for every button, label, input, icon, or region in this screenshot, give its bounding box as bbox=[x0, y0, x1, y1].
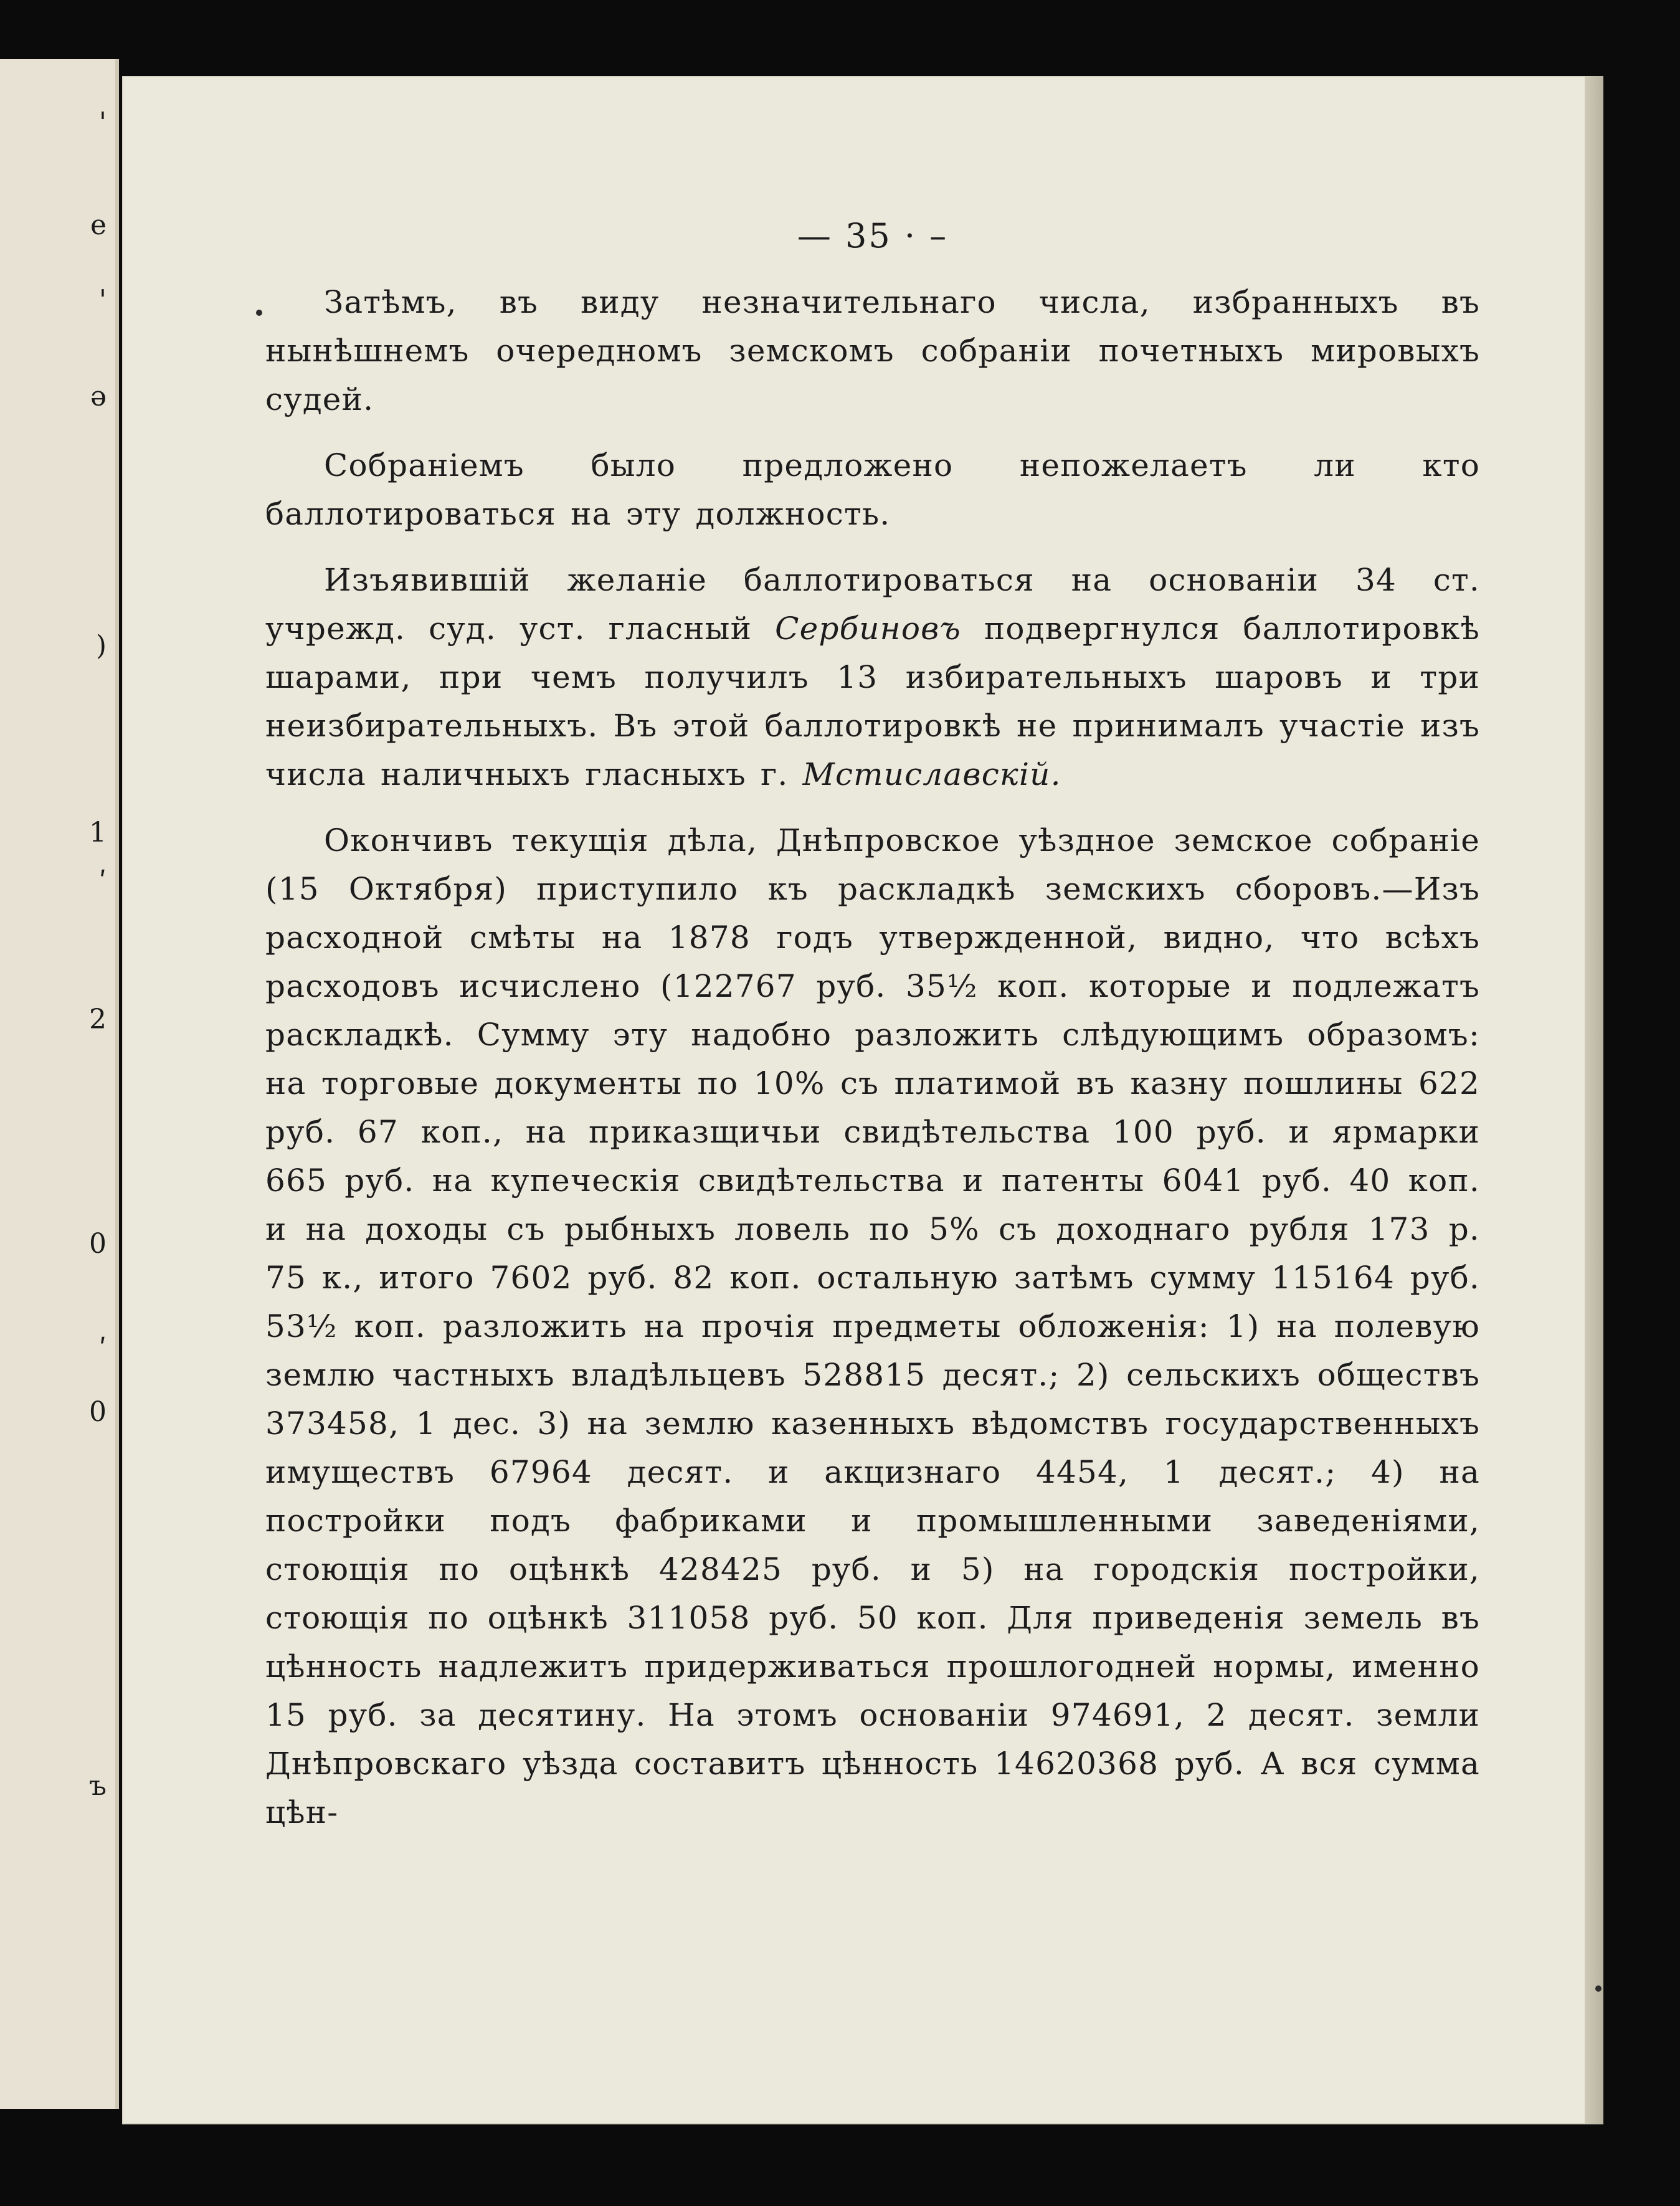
left-fragment: ǝ bbox=[90, 381, 107, 412]
left-fragment: ' bbox=[98, 284, 107, 316]
left-fragment: ʹ bbox=[98, 867, 107, 898]
adjacent-left-page bbox=[0, 59, 119, 2109]
text-run: Собраніемъ было предложено непожелаетъ ли кто баллотироваться на эту должность. bbox=[265, 447, 1480, 532]
left-fragment: 0 bbox=[89, 1396, 107, 1428]
ink-speck bbox=[256, 310, 262, 316]
left-fragment: 0 bbox=[89, 1228, 107, 1260]
left-fragment: ) bbox=[95, 630, 107, 662]
text-run: Изъявившій желаніе баллотироваться на основаніи 34 ст. учрежд. суд. уст. гласный bbox=[265, 562, 1480, 647]
paragraph bbox=[265, 816, 1480, 1837]
left-page-text-fragments bbox=[63, 59, 107, 2109]
book-page bbox=[122, 76, 1603, 2124]
page-edge-shadow bbox=[1585, 76, 1603, 2124]
left-fragment: ъ bbox=[89, 1770, 107, 1802]
italic-name: Сербиновъ bbox=[775, 611, 961, 647]
paragraph bbox=[265, 556, 1480, 799]
paragraph bbox=[265, 278, 1480, 424]
text-run: Окончивъ текущія дѣла, Днѣпровское уѣздное земское собраніе (15 Октября) приступило къ раскладкѣ земскихъ сборовъ.—Изъ расходной смѣты на 1878 годъ утвержденной, видно, что всѣхъ расходовъ исчислено (122767 руб. 35½ коп. которые и подлежатъ раскладкѣ. Сумму эту надобно разложить слѣдующимъ образомъ: на торговые документы по 10% съ платимой въ казну пошлины 622 руб. 67 коп., на приказщичьи свидѣтельства 100 руб. и ярмарки 665 руб. на купеческія свидѣтельства и патенты 6041 руб. 40 коп. и на доходы съ рыбныхъ ловель по 5% съ доходнаго рубля 173 р. 75 к., итого 7602 руб. 82 коп. остальную затѣмъ сумму 115164 руб. 53½ коп. разложить на прочія предметы обложенія: 1) на полевую землю частныхъ владѣльцевъ 528815 десят.; 2) сельскихъ обществъ 373458, 1 дес. 3) на землю казенныхъ вѣдомствъ государственныхъ имуществъ 67964 десят. и акцизнаго 4454, 1 десят.; 4) на постройки подъ фабриками и промышленными заведеніями, стоющія по оцѣнкѣ 428425 руб. и 5) на городскія постройки, стоющія по оцѣнкѣ 311058 руб. 50 коп. Для приведенія земель въ цѣнность надлежитъ придерживаться прошлогодней нормы, именно 15 руб. за десятину. На этомъ основаніи 974691, 2 десят. земли Днѣпровскаго уѣзда составитъ цѣнность 14620368 руб. А вся сумма цѣн- bbox=[265, 822, 1480, 1830]
left-fragment: ʹ bbox=[98, 1334, 107, 1366]
left-fragment: e bbox=[90, 209, 107, 241]
text-run: подвергнулся баллотировкѣ шарами, при чемъ получилъ 13 избирательныхъ шаровъ и три неизбирательныхъ. Въ этой баллотировкѣ не принималъ участіе изъ числа наличныхъ гласныхъ г. bbox=[265, 611, 1480, 792]
left-fragment: ' bbox=[98, 107, 107, 138]
text-run: Затѣмъ, въ виду незначительнаго числа, избранныхъ въ нынѣшнемъ очередномъ земскомъ собраніи почетныхъ мировыхъ судей. bbox=[265, 284, 1480, 417]
italic-name: Мстиславскій. bbox=[802, 756, 1061, 792]
page-number: — 35 · – bbox=[797, 216, 949, 255]
left-fragment: 1 bbox=[89, 817, 107, 849]
ink-speck bbox=[1595, 1985, 1602, 1992]
left-fragment: 2 bbox=[89, 1004, 107, 1035]
body-text bbox=[265, 278, 1480, 1837]
page-content bbox=[265, 216, 1480, 1854]
paragraph bbox=[265, 441, 1480, 538]
